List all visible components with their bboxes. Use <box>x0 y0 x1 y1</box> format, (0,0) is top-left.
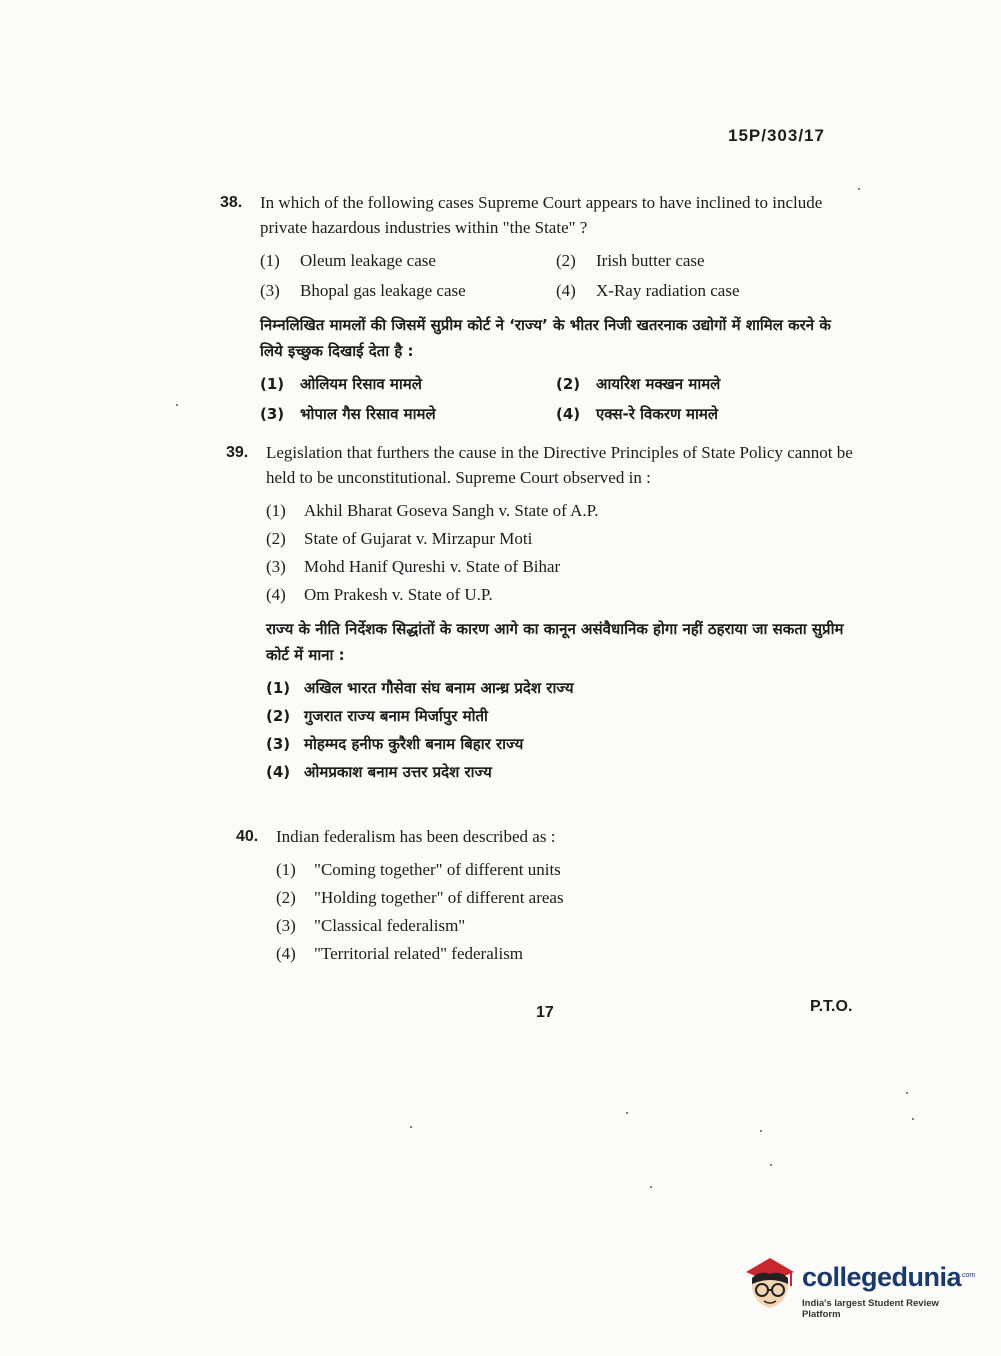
question-text: Legislation that furthers the cause in the Directive Principles of State Policy cannot be held to be unconstitutional. Supreme Court observed in : <box>266 443 853 487</box>
option-1: (1) Oleum leakage case <box>260 250 436 270</box>
question-38 <box>220 190 856 428</box>
brand-domain: .com <box>960 1272 976 1279</box>
hindi-option-1: (1) ओलियम रिसाव मामले <box>260 374 422 393</box>
hindi-options <box>266 674 856 786</box>
collegedunia-logo <box>740 1250 976 1320</box>
hindi-option-1: (1) अखिल भारत गौसेवा संघ बनाम आन्ध्र प्रदेश राज्य <box>266 678 574 697</box>
page-number: 17 <box>536 1004 554 1021</box>
question-number: 38. <box>220 194 243 211</box>
option-2: (2) "Holding together" of different areas <box>276 887 564 907</box>
question-number: 40. <box>236 828 259 845</box>
brand-tagline: India's largest Student Review Platform <box>802 1298 939 1320</box>
question-39 <box>226 440 856 786</box>
option-4: (4) X-Ray radiation case <box>556 280 740 300</box>
question-40 <box>236 824 866 967</box>
hindi-option-3: (3) मोहम्मद हनीफ कुरैशी बनाम बिहार राज्य <box>266 734 524 753</box>
hindi-option-2: (2) आयरिश मक्खन मामले <box>556 374 721 393</box>
option-2: (2) Irish butter case <box>556 250 705 270</box>
question-text: Indian federalism has been described as : <box>276 827 556 846</box>
mascot-icon <box>740 1252 800 1312</box>
option-4: (4) Om Prakesh v. State of U.P. <box>266 584 493 604</box>
options <box>276 855 866 967</box>
option-3: (3) Mohd Hanif Qureshi v. State of Bihar <box>266 556 561 576</box>
hindi-options <box>260 370 856 428</box>
hindi-option-2: (2) गुजरात राज्य बनाम मिर्जापुर मोती <box>266 706 488 725</box>
hindi-option-4: (4) ओमप्रकाश बनाम उत्तर प्रदेश राज्य <box>266 762 492 781</box>
option-4: (4) "Territorial related" federalism <box>276 943 524 963</box>
paper-code: 15P/303/17 <box>728 126 825 145</box>
hindi-option-4: (4) एक्स-रे विकरण मामले <box>556 404 719 423</box>
option-1: (1) Akhil Bharat Goseva Sangh v. State of A.P. <box>266 500 599 520</box>
brand-name: collegedunia <box>802 1262 962 1292</box>
hindi-option-3: (3) भोपाल गैस रिसाव मामले <box>260 404 436 423</box>
pto-label: P.T.O. <box>810 998 853 1015</box>
hindi-question-text: राज्य के नीति निर्देशक सिद्धांतों के कारण आगे का कानून असंवैधानिक होगा नहीं ठहराया जा सकता सुप्रीम कोर्ट में माना : <box>266 620 844 664</box>
hindi-question-text: निम्नलिखित मामलों की जिसमें सुप्रीम कोर्ट ने ‘राज्य’ के भीतर निजी खतरनाक उद्योगों में शामिल करने के लिये इच्छुक दिखाई देता है : <box>260 316 831 360</box>
options <box>266 496 856 608</box>
option-1: (1) "Coming together" of different units <box>276 859 561 879</box>
options <box>260 246 856 304</box>
option-3: (3) "Classical federalism" <box>276 915 466 935</box>
option-3: (3) Bhopal gas leakage case <box>260 280 466 300</box>
question-number: 39. <box>226 444 249 461</box>
option-2: (2) State of Gujarat v. Mirzapur Moti <box>266 528 533 548</box>
question-text: In which of the following cases Supreme Court appears to have inclined to include private hazardous industries within "the State" ? <box>260 193 823 237</box>
